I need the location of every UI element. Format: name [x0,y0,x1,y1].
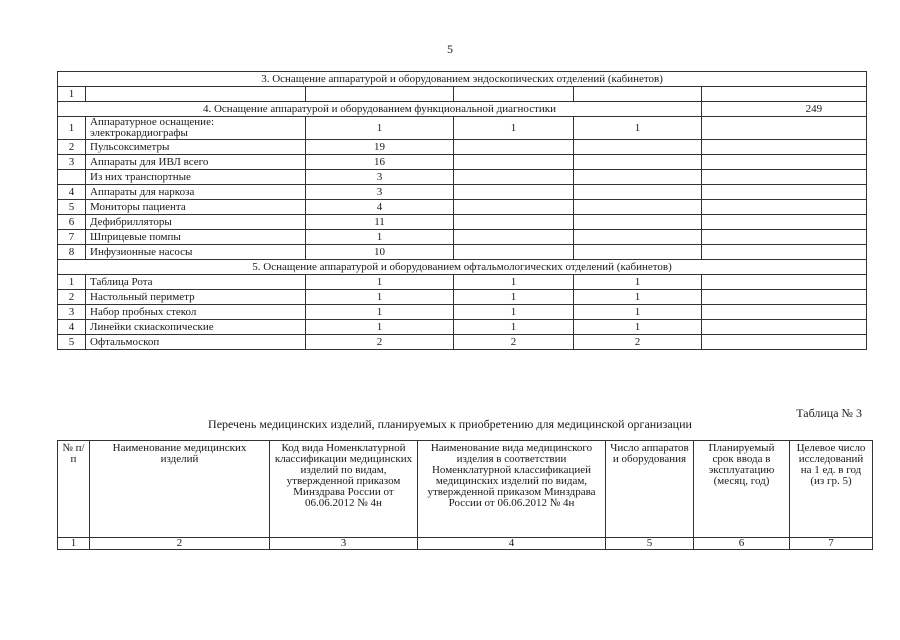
value-col-3: 1 [574,320,702,335]
empty-cell [702,185,867,200]
row-number: 7 [58,230,86,245]
item-name: Аппараты для наркоза [86,185,306,200]
value-col-1: 1 [306,320,454,335]
empty-cell [702,320,867,335]
value-col-2: 1 [454,305,574,320]
value-col-2 [454,200,574,215]
item-name: Мониторы пациента [86,200,306,215]
column-header: Наименование медицинских изделий [90,441,270,538]
row-number: 6 [58,215,86,230]
equipment-table [57,71,867,350]
table-row [58,87,867,102]
value-col-3 [574,215,702,230]
section-title: 5. Оснащение аппаратурой и оборудованием офтальмологических отделений (кабинетов) [58,260,867,275]
row-number: 5 [58,335,86,350]
item-name: Аппаратурное оснащение: электрокардиографы [86,117,306,140]
value-col-3 [574,185,702,200]
table-row [58,290,867,305]
table-row [58,320,867,335]
empty-cell [702,335,867,350]
row-number: 4 [58,320,86,335]
value-col-3 [574,230,702,245]
value-col-2 [454,245,574,260]
empty-cell [702,200,867,215]
item-name: Дефибрилляторы [86,215,306,230]
row-number: 5 [58,200,86,215]
value-col-3 [574,140,702,155]
value-col-2: 1 [454,290,574,305]
item-name: Таблица Рота [86,275,306,290]
row-number: 1 [58,275,86,290]
empty-cell [86,87,306,102]
value-col-1: 1 [306,290,454,305]
item-name: Из них транспортные [86,170,306,185]
table-row [58,335,867,350]
value-col-3: 1 [574,275,702,290]
item-name: Пульсоксиметры [86,140,306,155]
column-header: Планируемый срок ввода в эксплуатацию (месяц, год) [694,441,790,538]
section-title: 3. Оснащение аппаратурой и оборудованием эндоскопических отделений (кабинетов) [58,72,867,87]
value-col-3: 1 [574,290,702,305]
column-number: 1 [58,538,90,550]
empty-cell [702,155,867,170]
value-col-2: 1 [454,117,574,140]
column-number: 2 [90,538,270,550]
item-name: Шприцевые помпы [86,230,306,245]
table-row [58,170,867,185]
value-col-2 [454,170,574,185]
column-number: 6 [694,538,790,550]
value-col-2 [454,185,574,200]
value-col-3 [574,170,702,185]
section-title-row [58,260,867,275]
value-col-1: 11 [306,215,454,230]
empty-cell [702,87,867,102]
value-col-1: 1 [306,275,454,290]
table-title: Перечень медицинских изделий, планируемых к приобретению для медицинской организации [208,417,692,431]
empty-cell [702,170,867,185]
value-col-1: 4 [306,200,454,215]
table-row [58,185,867,200]
table-row [58,215,867,230]
row-number: 3 [58,305,86,320]
item-name: Офтальмоскоп [86,335,306,350]
column-number: 5 [606,538,694,550]
empty-cell [702,290,867,305]
value-col-3: 1 [574,117,702,140]
item-name: Инфузионные насосы [86,245,306,260]
empty-cell [574,87,702,102]
table-row [58,117,867,140]
empty-cell [702,275,867,290]
value-col-3: 2 [574,335,702,350]
empty-cell [454,87,574,102]
value-col-1: 16 [306,155,454,170]
column-number: 4 [418,538,606,550]
row-number: 3 [58,155,86,170]
value-col-1: 1 [306,305,454,320]
empty-cell [306,87,454,102]
empty-cell [702,245,867,260]
value-col-1: 3 [306,185,454,200]
item-name: Линейки скиаскопические [86,320,306,335]
value-col-3: 1 [574,305,702,320]
row-number [58,170,86,185]
column-header: Код вида Номенклатурной классификации медицинских изделий по видам, утвержденной приказом Минздрава России от 06.06.2012 № 4н [270,441,418,538]
column-header: Число аппаратов и оборудования [606,441,694,538]
planned-purchases-table [57,440,873,550]
section-title-row [58,102,867,117]
value-col-3 [574,155,702,170]
page-number: 5 [447,42,453,56]
row-number: 8 [58,245,86,260]
value-col-3 [574,245,702,260]
column-header: Целевое число исследований на 1 ед. в год (из гр. 5) [790,441,873,538]
table-row [58,155,867,170]
value-col-2 [454,230,574,245]
column-header: Наименование вида медицинского изделия в соответствии Номенклатурной классификацией медицинских изделий по видам, утвержденной приказом Минздрава России от 06.06.2012 № 4н [418,441,606,538]
table-row [58,140,867,155]
table-row [58,305,867,320]
value-col-2: 1 [454,320,574,335]
table-row [58,230,867,245]
empty-cell [702,305,867,320]
value-col-1: 3 [306,170,454,185]
column-number: 3 [270,538,418,550]
table-caption: Таблица № 3 [796,406,862,420]
column-header: № п/п [58,441,90,538]
row-number: 2 [58,290,86,305]
value-col-2: 2 [454,335,574,350]
value-col-3 [574,200,702,215]
value-col-1: 2 [306,335,454,350]
section-title-row [58,72,867,87]
item-name: Настольный периметр [86,290,306,305]
column-number: 7 [790,538,873,550]
value-col-2 [454,155,574,170]
table-row [58,245,867,260]
empty-cell [702,215,867,230]
empty-cell [702,140,867,155]
section-total: 249 [702,102,867,117]
section-title: 4. Оснащение аппаратурой и оборудованием функциональной диагностики [58,102,702,117]
value-col-2 [454,140,574,155]
row-number: 1 [58,117,86,140]
row-number: 2 [58,140,86,155]
value-col-2 [454,215,574,230]
value-col-1: 19 [306,140,454,155]
table-row [58,275,867,290]
empty-cell [702,230,867,245]
empty-cell [702,117,867,140]
table-row [58,200,867,215]
value-col-1: 10 [306,245,454,260]
row-number: 1 [58,87,86,102]
value-col-2: 1 [454,275,574,290]
item-name: Аппараты для ИВЛ всего [86,155,306,170]
value-col-1: 1 [306,230,454,245]
item-name: Набор пробных стекол [86,305,306,320]
row-number: 4 [58,185,86,200]
value-col-1: 1 [306,117,454,140]
